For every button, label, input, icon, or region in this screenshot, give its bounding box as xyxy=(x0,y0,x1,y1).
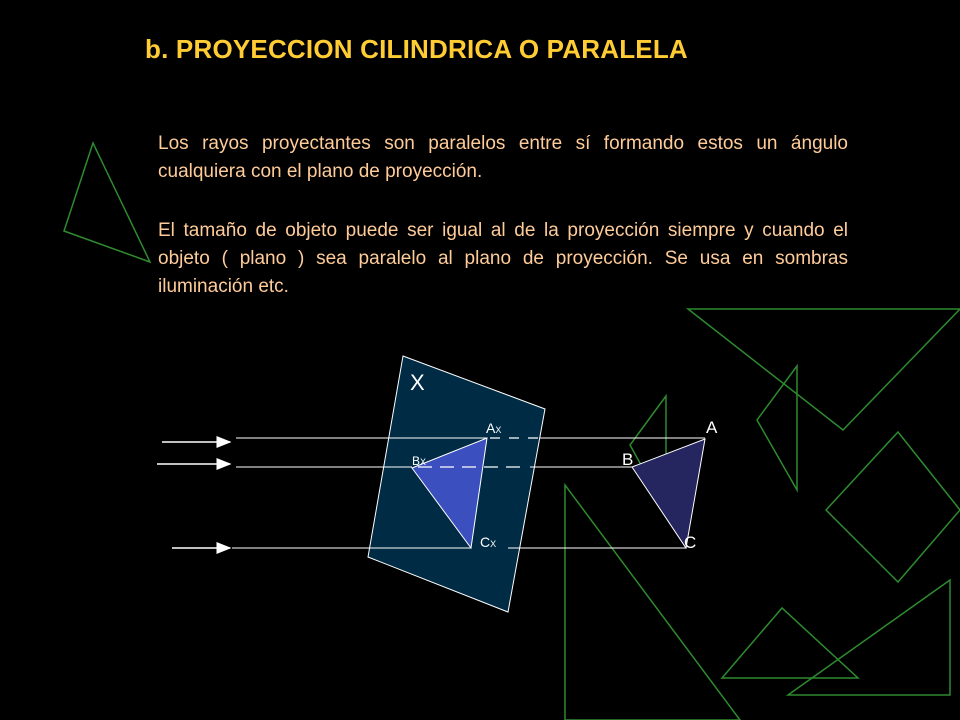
projected-point-a-label: AX xyxy=(486,420,502,436)
paragraph-2: El tamaño de objeto puede ser igual al de la proyección siempre y cuando el objeto ( plano ) sea paralelo al plano de proyección. Se usa en sombras iluminación etc. xyxy=(158,220,848,297)
object-point-c-label: C xyxy=(684,533,697,552)
projected-point-b-label: BX xyxy=(412,454,427,468)
object-point-a-label: A xyxy=(706,418,718,437)
object-triangle xyxy=(632,439,705,548)
plane-label: X xyxy=(410,370,425,395)
slide-title: b. PROYECCION CILINDRICA O PARALELA xyxy=(145,34,688,64)
object-point-b-label: B xyxy=(622,450,634,469)
projected-point-c-label: CX xyxy=(480,534,497,550)
paragraph-1: Los rayos proyectantes son paralelos entre sí formando estos un ángulo cualquiera con el plano de proyección. xyxy=(158,133,848,182)
